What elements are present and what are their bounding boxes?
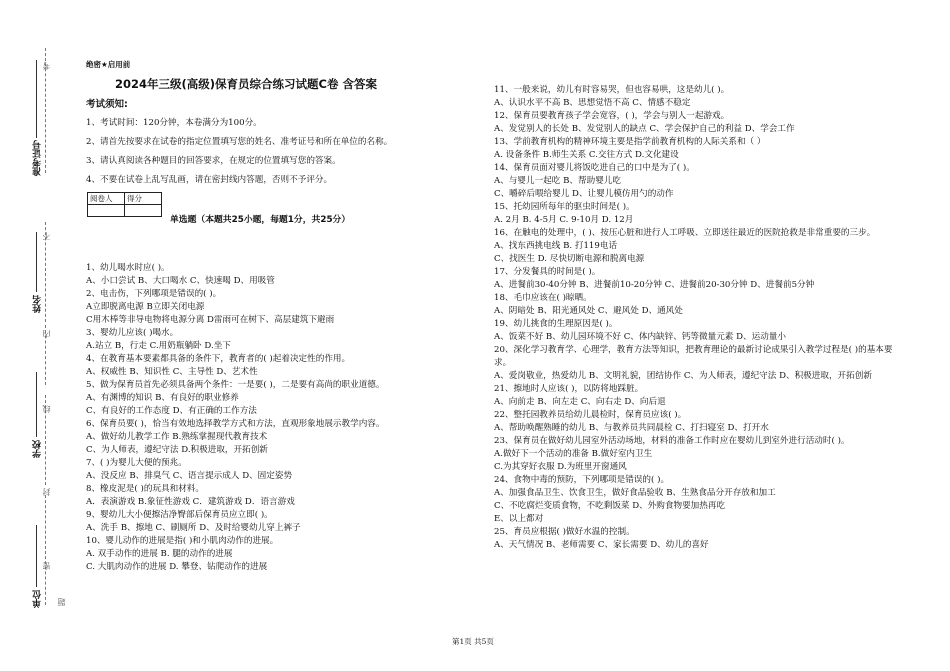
name-line [36, 232, 37, 292]
question-line: A.做好下一个活动的准备 B.做好室内卫生 [494, 449, 653, 459]
question-line: 22、整托园教养员给幼儿晨检时，保育员应该( )。 [494, 410, 687, 420]
question-line: A、发觉别人的长处 B、发觉别人的缺点 C、学会保护自己的利益 D、学会工作 [494, 124, 795, 134]
question-line: A、帮助唤醒熟睡的幼儿 B、与教养员共同晨检 C、打扫寝室 D、打开水 [494, 423, 769, 433]
score-table-score-header: 得分 [125, 193, 162, 205]
exam-number-label: 准考证号 [33, 140, 43, 176]
unit-line [36, 525, 37, 587]
question-line: C用木棒等非导电物将电源分离 D雷雨可在树下、高层建筑下避雨 [86, 315, 335, 325]
question-line: 6、保育员要( )，恰当有效地选择教学方式和方法，直观形象地展示教学内容。 [86, 419, 385, 429]
question-line: C、不吃腐烂变质食物，不吃剩饭菜 D、外购食物要加热再吃 [494, 501, 726, 511]
score-table-grader-header: 阅卷人 [88, 193, 125, 205]
question-line: A、向前走 B、向左走 C、向右走 D、向后退 [494, 397, 666, 407]
question-line: A、有渊博的知识 B、有良好的职业修养 [86, 393, 239, 403]
question-line: A立即脱离电源 B立即关闭电源 [86, 302, 205, 312]
question-line: 10、婴儿动作的进展是指( )和小肌肉动作的进展。 [86, 536, 279, 546]
name-label: 姓名 [33, 295, 43, 313]
school-label: 学校 [33, 440, 43, 458]
instruction-item: 1、考试时间：120分钟，本卷满分为100分。 [86, 118, 262, 128]
question-line: 25、育员应根据( )做好水温的控制。 [494, 527, 635, 537]
question-line: 21、擦地时人应该( )，以防将地踩脏。 [494, 384, 644, 394]
secret-tag: 绝密★启用前 [86, 60, 131, 69]
section-heading: 单选题（本题共25小题，每题1分，共25分） [170, 215, 351, 225]
question-line: 12、保育员要教育孩子学会宽容，( )，学会与别人一起游戏。 [494, 111, 730, 121]
question-line: C、嚼碎后喂给婴儿 D、让婴儿模仿用勺的动作 [494, 189, 674, 199]
question-line: 11、一般来说，幼儿有时容易哭，但也容易哄，这是幼儿( )。 [494, 85, 730, 95]
question-line: A、做好幼儿教学工作 B.熟练掌握现代教育技术 [86, 432, 268, 442]
left-question-list [86, 262, 385, 574]
question-line: 8、橡皮泥是( )的玩具和材料。 [86, 484, 205, 494]
question-line: A、天气情况 B、老师需要 C、家长需要 D、幼儿的喜好 [494, 540, 709, 550]
question-line: 23、保育员在做好幼儿园室外活动场地，材料的准备工作时应在婴幼儿到室外进行活动时( )。 [494, 436, 850, 446]
question-line: C、为人师表，遵纪守法 D.积极进取，开拓创新 [86, 445, 268, 455]
score-cell[interactable] [125, 205, 162, 217]
question-line: 17、分发餐具的时间是( )。 [494, 267, 601, 277]
question-line: 13、学前教育机构的精神环境主要是指学前教育机构的人际关系和（ ） [494, 137, 766, 147]
question-line: 20、深化学习教育学、心理学，教育方法等知识，把教育理论的最新讨论成果引入教学过程是( )的基本要求。 [494, 345, 893, 368]
question-line: A、认识水平不高 B、思想觉悟不高 C、情感不稳定 [494, 98, 691, 108]
question-line: A、小口尝试 B、大口喝水 C、快速喝 D、用吸管 [86, 276, 275, 286]
margin-mark-ti: 题 [57, 598, 66, 606]
question-line: A．表演游戏 B.象征性游戏 C．建筑游戏 D．语言游戏 [86, 497, 295, 507]
question-line: A、找东西挑电线 B. 打119电话 [494, 241, 618, 251]
question-line: 5、做为保育员首先必须具备两个条件：一是要( )，二是要有高尚的职业道德。 [86, 380, 385, 390]
question-line: 14、保育员面对婴儿将饭吃进自己的口中是为了( )。 [494, 163, 695, 173]
question-line: A. 2月 B. 4-5月 C. 9-10月 D. 12月 [494, 215, 634, 225]
question-line: A、洗手 B、擦地 C、刷厕所 D、及时给婴幼儿穿上裤子 [86, 523, 301, 533]
question-line: A、与婴儿一起吃 B、帮助婴儿吃 [494, 176, 621, 186]
question-line: 15、托幼园所每年的驱虫时间是( )。 [494, 202, 635, 212]
margin-mark-mi: 密 [42, 562, 51, 570]
margin-mark-feng: 封 [42, 488, 51, 496]
page-title: 2024年三级(高级)保育员综合练习试题C卷 含答案 [115, 77, 377, 91]
question-line: 19、幼儿挑食的生理原因是( )。 [494, 319, 618, 329]
exam-number-line [36, 60, 37, 138]
grader-cell[interactable] [88, 205, 125, 217]
question-line: C. 大肌肉动作的进展 D. 攀登、钻爬动作的进展 [86, 562, 268, 572]
instruction-item: 2、请首先按要求在试卷的指定位置填写您的姓名、准考证号和所在单位的名称。 [86, 137, 393, 147]
unit-label: 单位 [33, 590, 43, 608]
question-line: 16、在触电的处理中，( )、按压心脏和进行人工呼吸、立即送往最近的医院抢救是非常重要的三步。 [494, 228, 876, 238]
right-question-list [494, 84, 904, 552]
page-number: 第1页 共5页 [452, 637, 494, 646]
question-line: 4、在教育基本要素都具备的条件下，教育者的( )起着决定性的作用。 [86, 354, 351, 364]
question-line: A、饭菜不好 B、幼儿园环境不好 C、体内缺锌、钙等微量元素 D、运动量小 [494, 332, 786, 342]
instructions-heading: 考试须知: [86, 99, 128, 110]
question-line: C.为其穿好衣服 D.为班里开窗通风 [494, 462, 627, 472]
score-table [87, 192, 162, 217]
question-line: E、以上都对 [494, 514, 544, 524]
school-line [36, 372, 37, 437]
question-line: A. 设备条件 B.师生关系 C.交往方式 D.文化建设 [494, 150, 679, 160]
question-line: 24、食物中毒的预防，下列哪项是错误的( )。 [494, 475, 670, 485]
question-line: A. 双手动作的进展 B. 腿的动作的进展 [86, 549, 233, 559]
question-line: A、进餐前30-40分钟 B、进餐前10-20分钟 C、进餐前20-30分钟 D、进餐前5分钟 [494, 280, 815, 290]
instruction-item: 4、不要在试卷上乱写乱画，请在密封线内答题，否则不予评分。 [86, 175, 333, 185]
question-line: 7、( )为婴儿大便的预兆。 [86, 458, 187, 468]
question-line: 2、电击伤，下列哪项是错误的( )。 [86, 289, 222, 299]
margin-top-mark: 考 [42, 62, 51, 70]
question-line: A、爱岗敬业，热爱幼儿 B、文明礼貌，团结协作 C、为人师表，遵纪守法 D、积极进取，开拓创新 [494, 371, 872, 381]
margin-mark-nei: 内 [42, 330, 51, 338]
question-line: 1、幼儿喝水时应( )。 [86, 263, 170, 273]
question-line: 9、婴幼儿大小便擦洁净臀部后保育员应立即( )。 [86, 510, 273, 520]
question-line: C、有良好的工作态度 D、有正确的工作方法 [86, 406, 257, 416]
question-line: 18、毛巾应该在( )晾晒。 [494, 293, 592, 303]
seal-line [45, 495, 46, 605]
question-line: A、加强食品卫生、饮食卫生，做好食品验收 B、生熟食品分开存放和加工 [494, 488, 776, 498]
question-line: C、找医生 D. 尽快切断电源和脱离电源 [494, 254, 645, 264]
margin-mark-bu: 不 [42, 232, 51, 240]
question-line: 3、婴幼儿应该( )喝水。 [86, 328, 179, 338]
question-line: A、阴暗处 B、阳光通风处 C、避风处 D、通风处 [494, 306, 683, 316]
question-line: A、权威性 B、知识性 C、主导性 D、艺术性 [86, 367, 258, 377]
margin-mark-xian: 线 [42, 405, 51, 413]
instruction-item: 3、请认真阅读各种题目的回答要求，在规定的位置填写您的答案。 [86, 156, 341, 166]
question-line: A.站立 B，行走 C.用奶瓶躺卧 D.坐下 [86, 341, 231, 351]
question-line: A、没反应 B、排臭气 C、语言提示成人 D、固定姿势 [86, 471, 293, 481]
